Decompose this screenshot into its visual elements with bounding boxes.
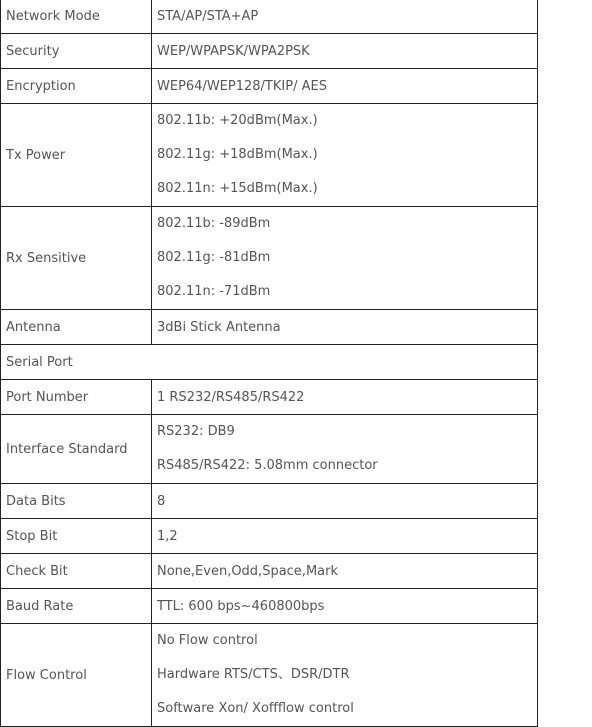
- value-line: 802.11b: +20dBm(Max.): [157, 113, 318, 128]
- row-value: 8: [152, 484, 538, 519]
- row-value: 1 RS232/RS485/RS422: [152, 380, 538, 415]
- row-label: Network Mode: [1, 0, 152, 34]
- table-row-section-serial-port: [1, 345, 538, 380]
- row-label: Data Bits: [1, 484, 152, 519]
- row-label: Flow Control: [1, 624, 152, 727]
- row-label: Check Bit: [1, 554, 152, 589]
- row-label: Stop Bit: [1, 519, 152, 554]
- row-value: TTL: 600 bps~460800bps: [152, 589, 538, 624]
- row-label: Antenna: [1, 310, 152, 345]
- row-value: [152, 624, 538, 727]
- value-line: Hardware RTS/CTS、DSR/DTR: [157, 667, 350, 682]
- table-row-interface-standard: [1, 415, 538, 484]
- value-line: 802.11n: +15dBm(Max.): [157, 181, 318, 196]
- table-row-port-number: [1, 380, 538, 415]
- row-value: 1,2: [152, 519, 538, 554]
- row-value: WEP64/WEP128/TKIP/ AES: [152, 69, 538, 104]
- value-line: RS232: DB9: [157, 424, 235, 439]
- table-row-network-mode: [1, 0, 538, 34]
- row-value: [152, 104, 538, 207]
- row-label: Port Number: [1, 380, 152, 415]
- row-label: Interface Standard: [1, 415, 152, 484]
- row-label: Encryption: [1, 69, 152, 104]
- value-line: Software Xon/ Xoffflow control: [157, 701, 354, 716]
- table-row-stop-bit: [1, 519, 538, 554]
- table-row-rx-sensitive: [1, 207, 538, 310]
- row-value: None,Even,Odd,Space,Mark: [152, 554, 538, 589]
- value-line: No Flow control: [157, 633, 258, 648]
- row-value: STA/AP/STA+AP: [152, 0, 538, 34]
- row-value: WEP/WPAPSK/WPA2PSK: [152, 34, 538, 69]
- row-label: Rx Sensitive: [1, 207, 152, 310]
- row-value: [152, 207, 538, 310]
- table-row-encryption: [1, 69, 538, 104]
- table-row-flow-control: [1, 624, 538, 727]
- row-label: Security: [1, 34, 152, 69]
- table-row-check-bit: [1, 554, 538, 589]
- table-row-baud-rate: [1, 589, 538, 624]
- value-line: 802.11g: -81dBm: [157, 250, 271, 265]
- row-value: [152, 415, 538, 484]
- row-label: Baud Rate: [1, 589, 152, 624]
- value-line: 802.11g: +18dBm(Max.): [157, 147, 318, 162]
- table-row-data-bits: [1, 484, 538, 519]
- table-row-tx-power: [1, 104, 538, 207]
- value-line: 802.11n: -71dBm: [157, 284, 271, 299]
- row-label: Tx Power: [1, 104, 152, 207]
- table-row-security: [1, 34, 538, 69]
- section-heading: Serial Port: [1, 345, 538, 380]
- value-line: 802.11b: -89dBm: [157, 216, 271, 231]
- table-row-antenna: [1, 310, 538, 345]
- row-value: 3dBi Stick Antenna: [152, 310, 538, 345]
- value-line: RS485/RS422: 5.08mm connector: [157, 458, 378, 473]
